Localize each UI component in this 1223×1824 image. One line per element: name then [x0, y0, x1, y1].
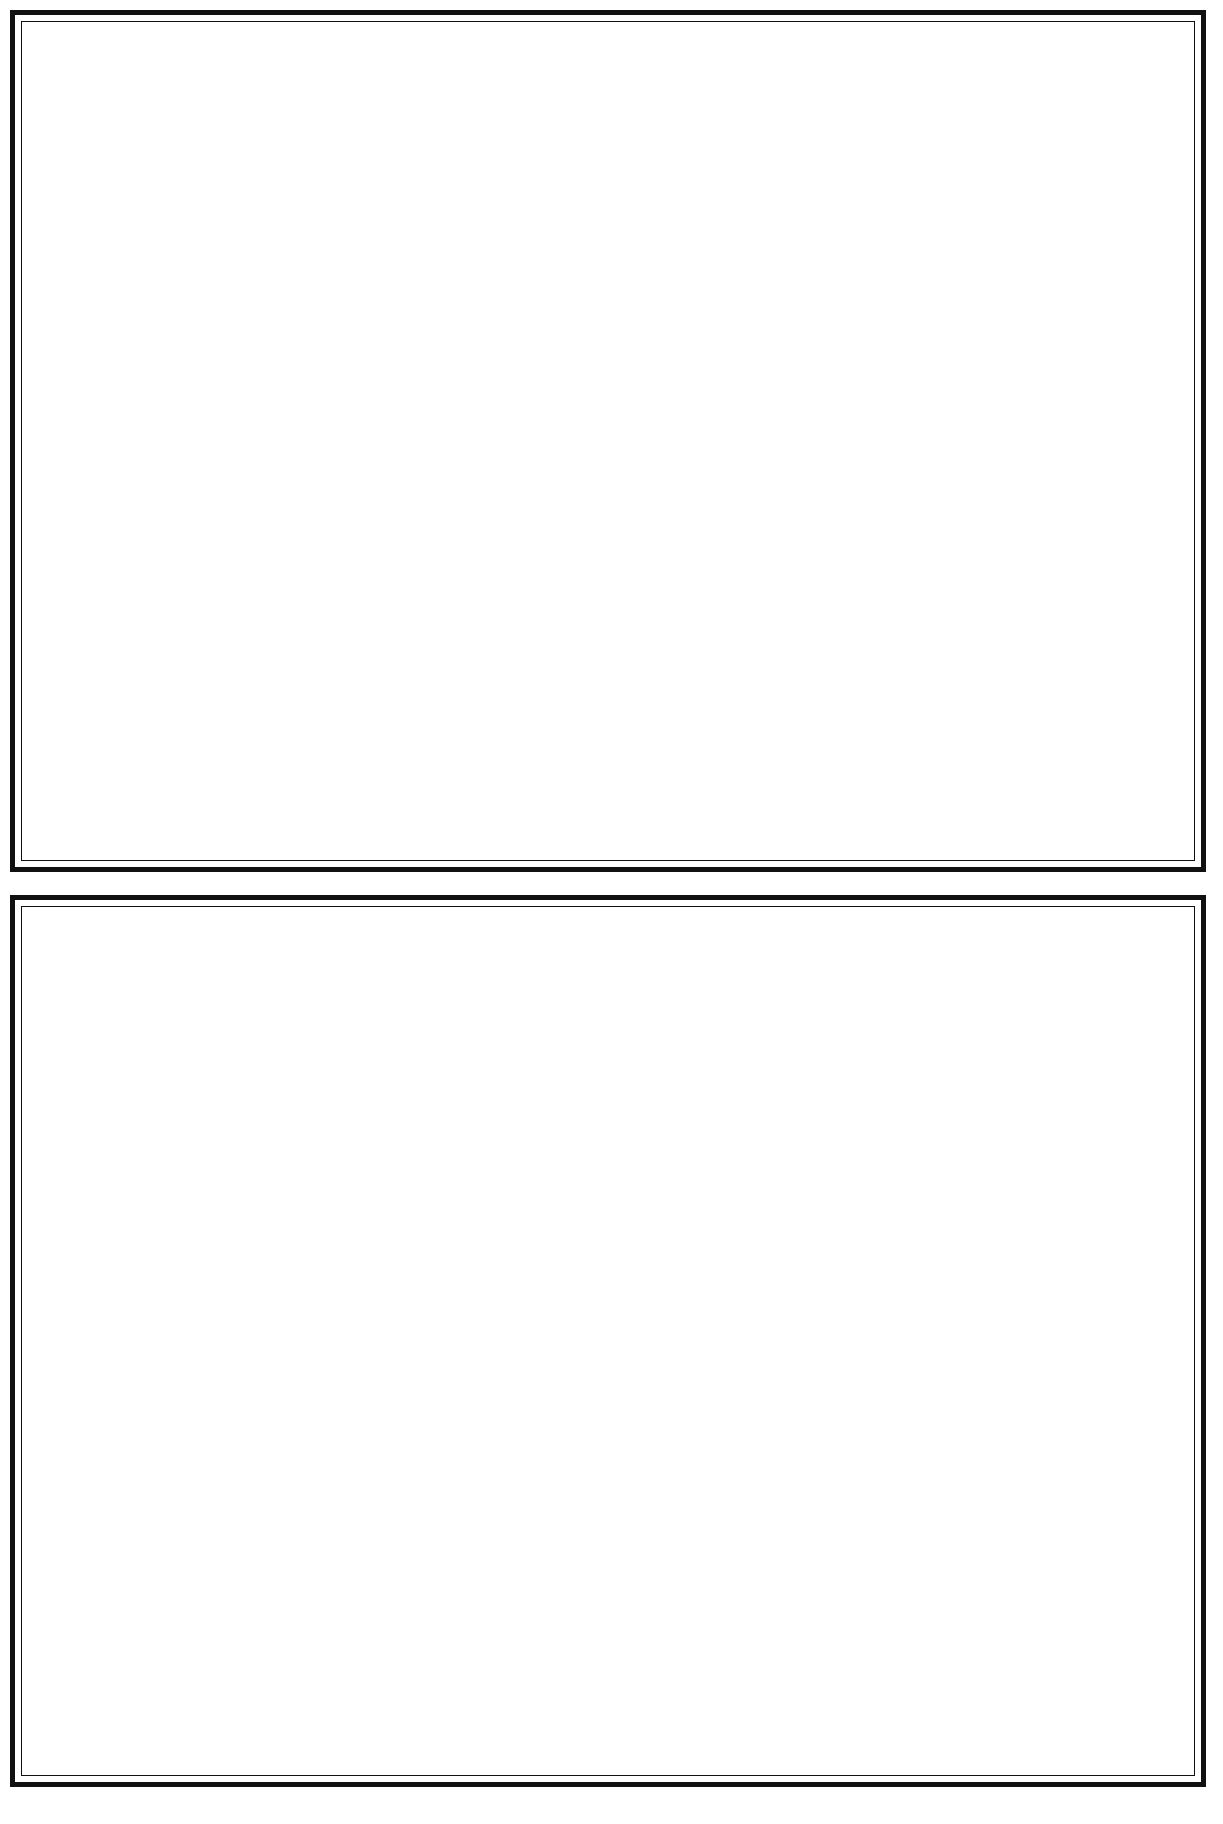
upper-text-columns — [29, 29, 1187, 853]
lower-page-panel — [10, 895, 1206, 1787]
upper-page-panel — [10, 10, 1206, 872]
lower-text-columns — [29, 914, 1187, 1768]
